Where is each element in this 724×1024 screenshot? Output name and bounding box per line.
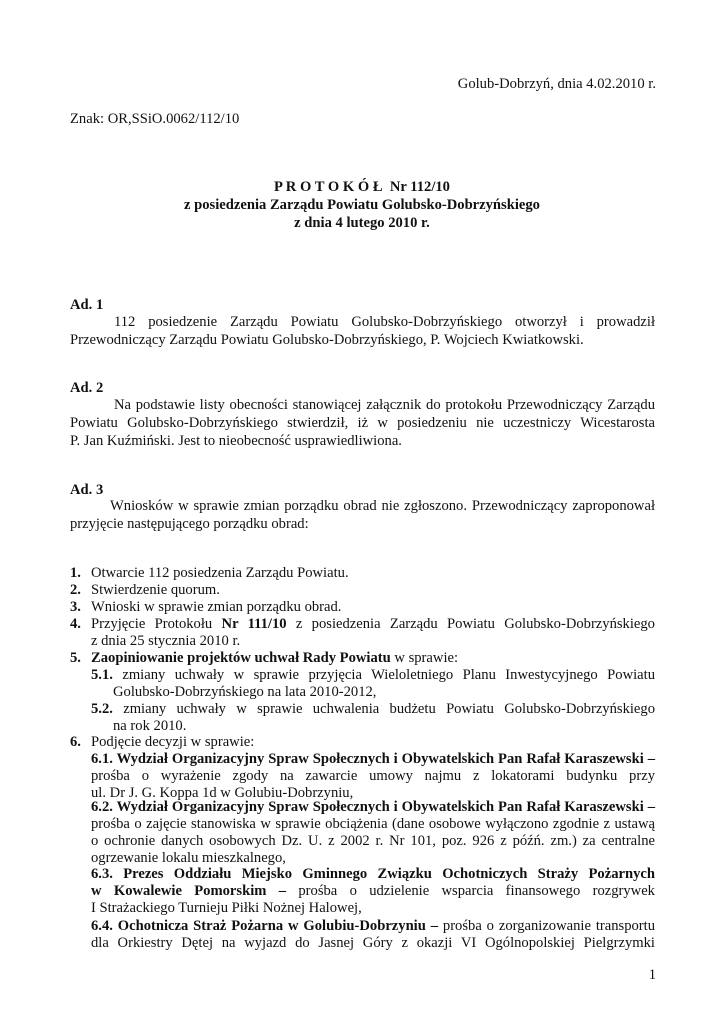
section-ad2-line: Powiatu Golubsko-Dobrzyńskiego stwierdził, iż w posiedzeniu nie uczestniczy Wicestarosta [70,415,655,431]
agenda-number: 5. [70,650,81,666]
page-number: 1 [648,967,656,983]
document-date: z dnia 4 lutego 2010 r. [294,215,430,231]
decision-item-title: 6.4. Ochotnicza Straż Pożarna w Golubiu-Dobrzyniu – prośba o zorganizowanie transportu [91,918,655,934]
section-ad3-line: Wniosków w sprawie zmian porządku obrad nie zgłoszono. Przewodniczący zaproponował [110,498,655,514]
agenda-item [0,564,724,582]
agenda-item [0,581,724,599]
section-ad2-line: P. Jan Kuźmiński. Jest to nieobecność usprawiedliwiona. [70,433,402,449]
agenda-number: 3. [70,599,81,615]
decision-item [0,798,724,870]
decision-item-line: I Strażackiego Turnieju Piłki Nożnej Halowej, [91,900,362,916]
agenda-text: Stwierdzenie quorum. [91,582,220,598]
section-heading-ad1: Ad. 1 [70,297,104,313]
agenda-text: Otwarcie 112 posiedzenia Zarządu Powiatu. [91,565,349,581]
decision-item [0,917,724,953]
decision-item-title: 6.2. Wydział Organizacyjny Spraw Społecznych i Obywatelskich Pan Rafał Karaszewski – [91,799,655,815]
agenda-subitem-line: Golubsko-Dobrzyńskiego na lata 2010-2012, [113,684,377,700]
decision-item-title: 6.3. Prezes Oddziału Miejsko Gminnego Związku Ochotniczych Straży Pożarnych [91,866,655,882]
place-date: Golub-Dobrzyń, dnia 4.02.2010 r. [457,76,656,92]
decision-item-line: prośba o wyrażenie zgody na zawarcie umowy najmu z lokatorami budynku przy [91,768,655,784]
agenda-number: 1. [70,565,81,581]
section-ad1-line: Przewodniczący Zarządu Powiatu Golubsko-Dobrzyńskiego, P. Wojciech Kwiatkowski. [70,332,584,348]
decision-item-line: ogrzewanie lokalu mieszkalnego, [91,850,286,866]
agenda-number: 2. [70,582,81,598]
agenda-subitem-line: na rok 2010. [113,718,187,734]
agenda-number: 6. [70,734,81,750]
section-ad3-line: przyjęcie następującego porządku obrad: [70,516,309,532]
agenda-item [0,598,724,616]
section-heading-ad3: Ad. 3 [70,482,104,498]
agenda-subitem [0,700,724,736]
document-subtitle: z posiedzenia Zarządu Powiatu Golubsko-Dobrzyńskiego [184,197,540,213]
section-heading-ad2: Ad. 2 [70,380,104,396]
agenda-subitem [0,666,724,702]
agenda-subitem-line: 5.1. zmiany uchwały w sprawie przyjęcia Wieloletniego Planu Inwestycyjnego Powiatu [91,667,655,683]
decision-item-title: 6.1. Wydział Organizacyjny Spraw Społecznych i Obywatelskich Pan Rafał Karaszewski – [91,751,655,767]
agenda-item [0,733,724,751]
agenda-text: Podjęcie decyzji w sprawie: [91,734,255,750]
section-ad1-line: 112 posiedzenie Zarządu Powiatu Golubsko-Dobrzyńskiego otworzył i prowadził [114,314,655,330]
decision-item-line: dla Orkiestry Dętej na wyjazd do Jasnej Góry z okazji VI Ogólnopolskiej Pielgrzymki [91,935,655,951]
document-title: P R O T O K Ó Ł Nr 112/10 [274,179,450,195]
agenda-number: 4. [70,616,81,632]
decision-item-line: prośba o zajęcie stanowiska w sprawie obciążenia (dane osobowe wyłączono zgodnie z ustawą [91,816,655,832]
decision-item-line: o ochronie danych osobowych Dz. U. z 2002 r. Nr 101, poz. 926 z późń. zm.) za centralne [91,833,655,849]
agenda-text: Przyjęcie Protokołu Nr 111/10 z posiedzenia Zarządu Powiatu Golubsko-Dobrzyńskiego [91,616,655,632]
decision-item [0,865,724,919]
reference-sign: Znak: OR,SSiO.0062/112/10 [70,111,240,127]
agenda-item [0,649,724,667]
decision-item [0,750,724,804]
agenda-text-continued: z dnia 25 stycznia 2010 r. [91,633,241,649]
decision-item-line: w Kowalewie Pomorskim – prośba o udzielenie wsparcia finansowego rozgrywek [91,883,655,899]
agenda-text: Wnioski w sprawie zmian porządku obrad. [91,599,342,615]
agenda-item [0,615,724,651]
section-ad2-line: Na podstawie listy obecności stanowiącej załącznik do protokołu Przewodniczący Zarządu [114,397,655,413]
decision-item-line: ul. Dr J. G. Koppa 1d w Golubiu-Dobrzyniu, [91,785,354,801]
agenda-text: Zaopiniowanie projektów uchwał Rady Powiatu w sprawie: [91,650,459,666]
agenda-subitem-line: 5.2. zmiany uchwały w sprawie uchwalenia budżetu Powiatu Golubsko-Dobrzyńskiego [91,701,656,717]
